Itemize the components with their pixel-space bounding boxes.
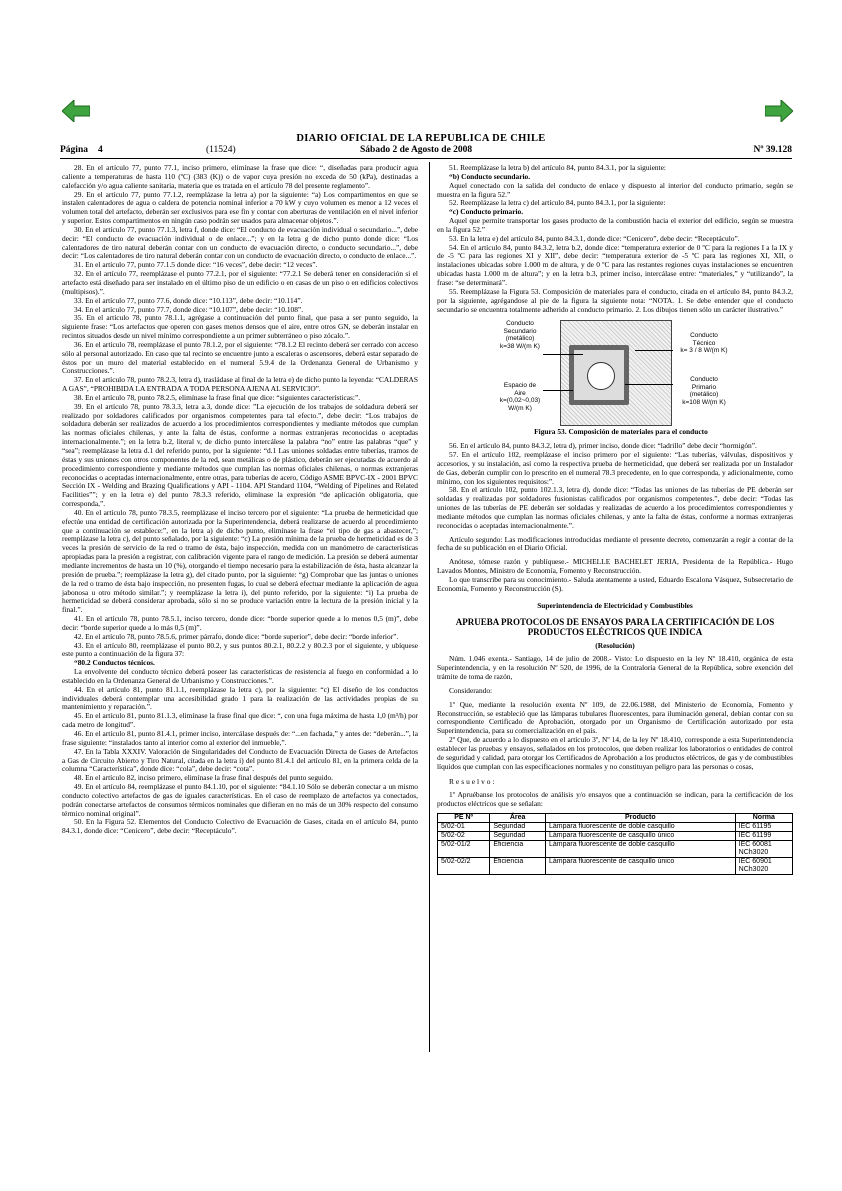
paragraph: 50. En la Figura 52. Elementos del Conducto Colectivo de Evacuación de Gases, citada en el artículo 84, punto 84.3.1, donde dice: “Cenicero”, debe decir: “Receptáculo”. <box>62 817 418 836</box>
paragraph: 46. En el artículo 81, punto 81.4.1, primer inciso, intercálase después de: “...en fachada,” y antes de: “deberán...”, la frase siguiente: “instalados tanto al interior como al exterior del inmueble,”. <box>62 729 418 747</box>
paragraph: 44. En el artículo 81, punto 81.1.1, reemplázase la letra c), por la siguiente: “c) El diseño de los conductos individuales deberá contemplar una accesibilidad grado 1 para la realización de las actividades propias de su mantenimiento y reparación.”. <box>62 684 418 712</box>
label-secundario: Conducto Secundario (metálico) k=38 W/(m K) <box>500 320 540 350</box>
table-header: Área <box>490 814 546 823</box>
table-cell: Seguridad <box>490 832 546 841</box>
paragraph: 33. En el artículo 77, punto 77.6, donde dice: “10.113”, debe decir: “10.114”. <box>74 295 303 305</box>
table-cell: Lámpara fluorescente de casquillo único <box>545 832 735 841</box>
figure-caption: Figura 53. Composición de materiales para el conducto <box>534 427 708 437</box>
paragraph: Artículo segundo: Las modificaciones introducidas mediante el presente decreto, comenzarán a regir a contar de la fecha de su publicación en el Diario Oficial. <box>437 534 793 553</box>
paragraph: Anótese, tómese razón y publíquese.- MICHELLE BACHELET JERIA, Presidenta de la República.- Hugo Lavados Montes, Ministro de Economía, Fomento y Reconstrucción. <box>437 557 793 576</box>
left-column <box>62 164 418 836</box>
table-cell: Lámpara fluorescente de casquillo único <box>545 858 735 875</box>
page-label: Página <box>60 145 88 155</box>
table-header: Producto <box>545 814 735 823</box>
issue-number: Nº 39.128 <box>753 145 792 155</box>
paragraph: 56. En el artículo 84, punto 84.3.2, letra d), primer inciso, donde dice: “ladrillo” debe decir “hormigón”. <box>449 441 757 451</box>
label-tecnico: Conducto Técnico k= 3 / 8 W/(m K) <box>680 332 728 355</box>
table-cell: 5/02-02/2 <box>438 858 490 875</box>
paragraph: 30. En el artículo 77, punto 77.1.3, letra f, donde dice: “El conducto de evacuación individual o secundario...”, debe decir: “El conducto de evacuación individual o de enlace...”; y en la letra g de dicho punto donde dice: “Los calentadores de tiro natural deberán contar con un conducto de evacuación directo, o conducto secundario...”, debe decir: “Los calentadores de tiro natural deberán contar con un conducto de evacuación directo, o conducto de enlace...”. <box>62 224 418 261</box>
paragraph: 1º Apruébanse los protocolos de análisis y/o ensayos que a continuación se indican, para la certificación de los productos eléctricos que se señalan: <box>437 790 793 809</box>
paragraph: 54. En el artículo 84, punto 84.3.2, letra b.2, donde dice: “temperatura exterior de 0 ºC para la regiones I a la IX y de -5 ºC para las regiones XI y XII”, debe decir: “temperatura exterior de -5 ºC para las regiones XI, XII, o instalaciones ubicadas sobre 1.000 m de altura, y de 0 ºC para las restantes regiones cuyas instalaciones se encuentren ubicadas hasta 1.000 m de altura”; y en la letra b.3, primer inciso, intercálase entre: “materiales,” y “utilizando”, la frase: “se determinará”. <box>437 242 793 287</box>
table-cell: 5/02-01/2 <box>438 841 490 858</box>
table-cell: Seguridad <box>490 823 546 832</box>
table-header: Norma <box>735 814 792 823</box>
table-cell: Lámpara fluorescente de doble casquillo <box>545 823 735 832</box>
table-cell: IEC 60081 NCh3020 <box>735 841 792 858</box>
paragraph: 38. En el artículo 78, punto 78.2.5, elimínase la frase final que dice: “siguientes características:”. <box>74 392 361 402</box>
newspaper-title: DIARIO OFICIAL DE LA REPUBLICA DE CHILE <box>296 133 546 144</box>
paragraph: 28. En el artículo 77, punto 77.1, inciso primero, elimínase la frase que dice: “, diseñadas para producir agua caliente a temperaturas de hasta 110 (ºC) (383 (K)) o de vapor cuya presión no exceda de 50 (kPa), destinadas a calefacción y/o agua caliente sanitaria, materia que es tratada en el artículo 78 del presente reglamento”. <box>62 163 418 190</box>
agency-heading: Superintendencia de Electricidad y Combustibles <box>537 600 693 610</box>
paragraph: 34. En el artículo 77, punto 77.7, donde dice: “10.107”, debe decir: “10.108”. <box>74 304 304 314</box>
resolution-label: (Resolución) <box>595 640 635 650</box>
arrow-left-icon[interactable] <box>62 100 90 122</box>
paragraph: 51. Reemplázase la letra b) del artículo 84, punto 84.3.1, por la siguiente: <box>449 163 666 172</box>
edition-code: (11524) <box>206 145 236 155</box>
paragraph: Lo que transcribe para su conocimiento.- Saluda atentamente a usted, Eduardo Escalona Vásquez, Subsecretario de Economía, Fomento y Reconstrucción (S). <box>437 575 793 593</box>
paragraph: 37. En el artículo 78, punto 78.2.3, letra d), trasládase al final de la letra e) de dicho punto la leyenda: “CALDERAS A GAS”, “PROHIBIDA LA ENTRADA A TODA PERSONA AJENA AL SERVICIO”. <box>62 375 418 394</box>
paragraph: 39. En el artículo 78, punto 78.3.3, letra a.3, donde dice: ”La ejecución de los trabajos de soldadura deberá ser realizado por soldadores calificados por organismos competentes para tal efecto.”, debe decir: “Los trabajos de soldadura deberán ser realizados de acuerdo a los procedimientos correspondientes y mediante métodos que cumplan las normas oficiales chilenas, y ante la falta de éstas, conforme a normas extranjeras reconocidas o aceptadas internacionalmente.”; en la letra b.2, literal v, de dicho punto intercálese la palabra “no” entre las palabras “que” y “sea”; reemplázase la letra d.1 del referido punto, por la siguiente: “d.1 Las uniones soldadas entre tuberías, tramos de éstas y sus uniones con otros componentes de la red, sean metálicas o de plástico, deberán ser ejecutadas de acuerdo al procedimiento correspondiente y mediante métodos que cumplan las normas oficiales chilenas, o normas extranjeras reconocidas o aceptadas internacionalmente, entre otras, para tuberías de acero, Código ASME BPVC-IX - 2001 BPVC Sección IX - Welding and Brazing Qualifications y API - 1104. API Standard 1104, “Welding of Pipelines and Related Facilities””; y en la letra e) del punto 78.3.3 referido, elimínase la expresión “de aplicación obligatoria, que corresponda,”. <box>62 401 418 509</box>
leader-line <box>635 350 673 351</box>
table-cell: IEC 60901 NCh3020 <box>735 858 792 875</box>
arrow-right-icon[interactable] <box>765 100 793 122</box>
table-cell: IEC 61199 <box>735 832 792 841</box>
paragraph: 43. En el artículo 80, reemplázase el punto 80.2, y sus puntos 80.2.1, 80.2.2 y 80.2.3 por el siguiente, y ubíquese este punto a continuación de la figura 37: <box>62 640 418 659</box>
table-header: PE Nº <box>438 814 490 823</box>
table-cell: Eficiencia <box>490 841 546 858</box>
paragraph: 55. Reemplázase la Figura 53. Composición de materiales para el conducto, citada en el artículo 84, punto 84.3.2, por la siguiente, agrégandose al pie de la figura la siguiente nota: “NOTA. 1. Se debe entender que el conducto secundario se encuentra totalmente adherido al conducto primario. 2. Los dibujos tienen sólo un carácter ilustrativo.” <box>437 286 793 314</box>
page-number: 4 <box>98 145 103 155</box>
paragraph: 52. Reemplázase la letra c) del artículo 84, punto 84.3.1, por la siguiente: <box>449 198 666 208</box>
paragraph: 58. En el artículo 102, punto 102.1.3, letra d), donde dice: “Todas las uniones de las tuberías de PE deberán ser soldadas y realizadas por soldadores fusionistas calificados por organismos competentes.”, debe decir: “Todas las uniones de las tuberías de PE deberán ser soldadas y realizadas de acuerdo a los procedimientos correspondientes y mediante métodos que cumplan las normas oficiales chilenas, y ante la falta de éstas, conforme a normas extranjeras reconocidas o aceptadas internacionalmente.”. <box>437 485 793 530</box>
paragraph: 31. En el artículo 77, punto 77.1.5 donde dice: “16 veces”, debe decir: “12 veces”. <box>74 260 318 270</box>
paragraph: 53. En la letra e) del artículo 84, punto 84.3.1, donde dice: “Cenicero”, debe decir: “Receptáculo”. <box>449 233 740 243</box>
table-row <box>438 841 793 858</box>
table-cell: IEC 61195 <box>735 823 792 832</box>
paragraph: 36. En el artículo 78, reemplázase el punto 78.1.2, por el siguiente: “78.1.2 El recinto deberá ser cerrado con acceso sólo al personal autorizado. En caso que tal recinto se encuentre junto a escaleras o ascensores, deberá estar separado de éstos por un muro del material establecido en el numeral 5.9.4 de la Ordenanza General de Urbanismo y Construcciones.”. <box>62 339 418 376</box>
leader-line <box>625 384 673 385</box>
paragraph: 42. En el artículo 78, punto 78.5.6, primer párrafo, donde dice: “borde superior”, debe decir: “borde inferior”. <box>74 631 399 641</box>
label-primario: Conducto Primario (metálico) k=108 W/(m K) <box>682 376 726 406</box>
label-aire: Espacio de Aire k=(0,02~0,03) W/(m K) <box>499 382 541 412</box>
paragraph: 29. En el artículo 77, punto 77.1.2, reemplázase la letra a) por la siguiente: “a) Los compartimentos en que se instalen calentadores de agua o caldera de potencia nominal inferior a 70 kW y cuyo volumen es menor a 12 veces el volumen total del artefacto, deberán ser exclusivos para ese fin y contar con aberturas de ventilación en el nivel inferior y superior. Estos compartimentos en ningún caso podrán ser usados para almacenar objetos.”. <box>62 189 418 226</box>
hatched-conduct <box>560 320 672 426</box>
paragraph: Núm. 1.046 exenta.- Santiago, 14 de julio de 2008.- Visto: Lo dispuesto en la ley Nº 18.410, orgánica de esta Superintendencia, y en la resolución Nº 520, de 1996, de la Contraloría General de la República, sobre exención del trámite de toma de razón, <box>437 654 793 682</box>
paragraph: La envolvente del conducto técnico deberá poseer las características de resistencia al fuego en conformidad a lo establecido en la Ordenanza General de Urbanismo y Construcciones.”. <box>62 667 418 685</box>
paragraph: 47. En la Tabla XXXIV. Valoración de Singularidades del Conducto de Evacuación Directa de Gases de Artefactos a Gas de Circuito Abierto y Tiro Natural, citada en la letra i) del punto 81.4.1 del artículo 81, en la primera celda de la columna “Característica”, donde dice: “cola”, debe decir: “cota”. <box>62 746 418 774</box>
paragraph: 48. En el artículo 82, inciso primero, elimínase la frase final después del punto seguido. <box>74 773 334 783</box>
leader-line <box>543 354 583 355</box>
table-row <box>438 832 793 841</box>
secondary-conduct-circle <box>587 362 615 390</box>
paragraph: 1º Que, mediante la resolución exenta Nº 109, de 22.06.1988, del Ministerio de Economía, Fomento y Reconstrucción, se estableció que las lámparas tubulares fluorescentes, para iluminación general, debían contar con su correspondiente Certificado de Aprobación, otorgado por un Organismo de Certificación autorizado por esta Superintendencia, para su comercialización en el país. <box>437 699 793 736</box>
leader-line <box>543 390 573 391</box>
table-cell: 5/02-02 <box>438 832 490 841</box>
section-heading: “80.2 Conductos técnicos. <box>74 658 155 668</box>
paragraph: 41. En el artículo 78, punto 78.5.1, inciso tercero, donde dice: “borde superior quede a lo menos 0,5 (m)”, debe decir: “borde superior quede a lo más 0,5 (m)”. <box>62 614 418 632</box>
header-rule <box>60 158 792 159</box>
paragraph: 32. En el artículo 77, reemplázase el punto 77.2.1, por el siguiente: “77.2.1 Se deberá tener en consideración si el artefacto está diseñado para ser instalado en el último piso de un edificio o en casas de un piso o en edificios colectivos (multipisos).”. <box>62 269 418 296</box>
paragraph: 40. En el artículo 78, punto 78.3.5, reemplázase el inciso tercero por el siguiente: “La prueba de hermeticidad que efectúe una entidad de certificación autorizada por la Superintendencia, deberá realizarse de acuerdo al procedimiento que a continuación se establece:”, en la letra a) de dicho punto, elimínase la frase “el tipo de gas a abastecer,”; reemplázase la letra c), del punto señalado, por la siguiente: “c) La presión mínima de la prueba de hermeticidad es de 3 veces la presión de servicio de la red o tramo de ésta, bajo inspección, medida con un manómetro de características apropiadas para la presión a registrar, con calibración vigente para el rango de medición. La presión se deberá aumentar mediante incrementos de hasta un 10 (%), otorgando el tiempo necesario para la estabilización de ésta, hasta alcanzar la presión de prueba.”; reemplázase la letra g), del citado punto, por la siguiente: “g) Comprobar que las juntas o uniones de la red o tramo de ésta bajo inspección, no presenten fugas, lo cual se deberá efectuar mediante la aplicación de agua jabonosa u otro método similar.”; y reemplázase la letra i), del punto referido, por la siguiente: “i) La prueba de hermeticidad se deberá considerar aprobada, sólo si no se produce variación entre la lectura de la presión inicial y la final.”. <box>62 507 418 615</box>
right-column <box>437 164 793 875</box>
item-heading: “c) Conducto primario. <box>449 207 524 217</box>
paragraph: 2º Que, de acuerdo a lo dispuesto en el artículo 3º, Nº 14, de la ley Nº 18.410, corresponde a esta Superintendencia establecer las pruebas y ensayos, señalados en los protocolos, que deben realizar los laboratorios o entidades de control de seguridad y calidad, para otorgar los Certificados de Aprobación a los productos eléctricos, de gas y de combustibles líquidos que cumplan con las especificaciones normales y no constituyan peligro para las personas o cosas, <box>437 735 793 771</box>
table-cell: Lámpara fluorescente de doble casquillo <box>545 841 735 858</box>
item-heading: “b) Conducto secundario. <box>449 171 531 181</box>
paragraph: 57. En el artículo 102, reemplázase el inciso primero por el siguiente: “Las tuberías, válvulas, dispositivos y accesorios, y su instalación, así como la respectiva prueba de hermeticidad, que deberá ser realizada por un Instalador de Gas, deberán cumplir con lo prescrito en el numeral 78.3 precedente, en lo que corresponda, y adicionalmente, como mínimo, con los siguientes requisitos:”. <box>437 450 793 486</box>
paragraph: 35. En el artículo 78, punto 78.1.1, agrégase a continuación del punto final, que pasa a ser punto seguido, la siguiente frase: “Los artefactos que operen con gases menos densos que el aire, entre otros GN, se deberán instalar en recintos situados desde un nivel mínimo correspondiente a un primer subterráneo o piso zócalo.”. <box>62 313 418 341</box>
paragraph: Aquel que permite transportar los gases producto de la combustión hacia el exterior del edificio, según se muestra en la figura 52.” <box>437 216 793 234</box>
paragraph: Aquel conectado con la salida del conducto de enlace y dispuesto al interior del conducto primario, según se muestra en la figura 52.” <box>437 180 793 199</box>
considerando-label: Considerando: <box>449 685 493 695</box>
resuelvo-label: Resuelvo: <box>449 776 497 786</box>
table-row <box>438 823 793 832</box>
table-row <box>438 858 793 875</box>
resolution-title: APRUEBA PROTOCOLOS DE ENSAYOS PARA LA CERTIFICACIÓN DE LOS PRODUCTOS ELÉCTRICOS QUE INDICA <box>455 616 775 637</box>
issue-date: Sábado 2 de Agosto de 2008 <box>360 145 473 155</box>
protocols-table <box>437 813 793 875</box>
table-cell: 5/02-01 <box>438 823 490 832</box>
column-divider <box>429 162 430 1052</box>
table-cell: Eficiencia <box>490 858 546 875</box>
paragraph: 45. En el artículo 81, punto 81.1.3, elimínase la frase final que dice: “, con una fuga máxima de hasta 1,0 (m³/h) por cada metro de longitud”. <box>62 711 418 730</box>
paragraph: 49. En el artículo 84, reemplázase el punto 84.1.10, por el siguiente: “84.1.10 Sólo se deberán conectar a un mismo conducto colectivo artefactos de gas de iguales características. En el caso de reemplazo de artefactos ya conectados, podrán conectarse artefactos de consumos térmicos nominales que difieran en no más de un 30% respecto del consumo térmico nominal original”. <box>62 782 418 818</box>
conduct-figure <box>485 318 735 428</box>
